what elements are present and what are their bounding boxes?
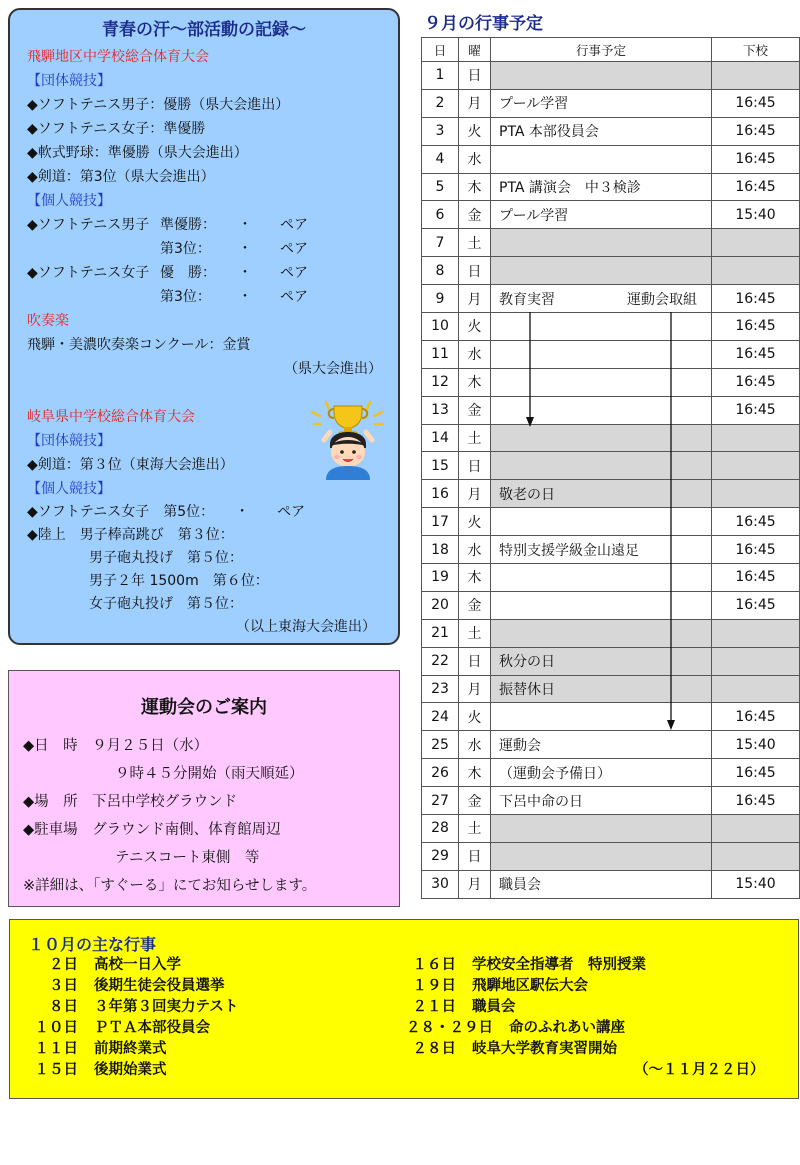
october-event	[28, 977, 225, 995]
team-heading: 【団体競技】	[27, 433, 111, 449]
table-row	[422, 89, 800, 117]
table-row	[422, 396, 800, 424]
cell-event	[491, 62, 712, 90]
cell-day: 10	[422, 313, 459, 341]
record-line: ◆剣道：第3位（県大会進出）	[27, 169, 215, 185]
pair-dot: ・	[238, 217, 252, 233]
cell-event	[491, 229, 712, 257]
event-text: 下呂中命の日	[499, 793, 583, 810]
cell-event	[491, 201, 712, 229]
pair-dot: ・	[238, 265, 252, 281]
cell-weekday: 水	[459, 536, 491, 564]
cell-weekday: 火	[459, 313, 491, 341]
header-day: 日	[422, 38, 459, 62]
october-event	[406, 998, 516, 1016]
sports-parking: ◆駐車場 グラウンド南側、体育館周辺	[23, 822, 281, 838]
cell-dismissal: 15:40	[712, 731, 800, 759]
cell-weekday: 木	[459, 759, 491, 787]
event-text: プール学習	[499, 207, 569, 224]
cell-dismissal: 16:45	[712, 536, 800, 564]
table-row	[422, 340, 800, 368]
meet-name-gifu: 岐阜県中学校総合体育大会	[27, 409, 195, 425]
table-row	[422, 145, 800, 173]
october-event-date: １０日	[34, 1020, 78, 1036]
record-line: ◆ソフトテニス女子 第5位： ・ ペア	[27, 504, 306, 520]
table-row	[422, 229, 800, 257]
cell-weekday: 金	[459, 787, 491, 815]
cell-dismissal: 16:45	[712, 508, 800, 536]
october-event-name: 職員会	[472, 999, 516, 1015]
cell-event	[491, 452, 712, 480]
pair-dot: ・	[238, 241, 252, 257]
table-row	[422, 591, 800, 619]
sports-day-title: 運動会のご案内	[141, 697, 267, 718]
club-records-title: 青春の汗〜部活動の記録〜	[102, 20, 306, 40]
cell-dismissal	[712, 424, 800, 452]
event-text: 特別支援学級金山遠足	[499, 542, 639, 559]
october-event-date: １６日	[412, 957, 456, 973]
cell-day: 23	[422, 675, 459, 703]
individual-heading: 【個人競技】	[27, 193, 111, 209]
cell-day: 27	[422, 787, 459, 815]
cell-weekday: 木	[459, 173, 491, 201]
club-records-panel	[8, 8, 400, 645]
cell-day: 15	[422, 452, 459, 480]
september-schedule-title: ９月の行事予定	[424, 14, 543, 34]
cell-dismissal: 16:45	[712, 313, 800, 341]
table-row	[422, 508, 800, 536]
cell-day: 20	[422, 591, 459, 619]
cell-day: 3	[422, 117, 459, 145]
cell-weekday: 火	[459, 117, 491, 145]
cell-weekday: 土	[459, 815, 491, 843]
pair-label: ペア	[280, 217, 308, 233]
cell-dismissal: 16:45	[712, 368, 800, 396]
cell-dismissal	[712, 452, 800, 480]
cell-weekday: 木	[459, 368, 491, 396]
table-row	[422, 675, 800, 703]
record-rank: 第3位：	[160, 289, 211, 305]
table-row	[422, 731, 800, 759]
october-events-title: １０月の主な行事	[28, 935, 157, 954]
record-rank: 第3位：	[160, 241, 211, 257]
brass-heading: 吹奏楽	[27, 313, 69, 329]
october-event-date: ２８・２９日	[406, 1020, 493, 1036]
record-line: ◆剣道：第３位（東海大会進出）	[27, 457, 234, 473]
sports-note: ※詳細は、「すぐーる」にてお知らせします。	[23, 878, 317, 894]
cell-dismissal: 16:45	[712, 145, 800, 173]
october-event-date: ２１日	[412, 999, 456, 1015]
cell-dismissal: 15:40	[712, 201, 800, 229]
cell-weekday: 月	[459, 675, 491, 703]
individual-heading: 【個人競技】	[27, 481, 111, 497]
cell-weekday: 日	[459, 452, 491, 480]
october-event-name: 命のふれあい講座	[509, 1020, 625, 1036]
cell-event	[491, 368, 712, 396]
cell-weekday: 日	[459, 842, 491, 870]
cell-weekday: 日	[459, 62, 491, 90]
cell-dismissal	[712, 842, 800, 870]
cell-day: 9	[422, 285, 459, 313]
october-event	[406, 1040, 617, 1058]
cell-event	[491, 759, 712, 787]
sports-date: ◆日 時 ９月２５日（水）	[23, 738, 209, 754]
cell-event	[491, 842, 712, 870]
cell-event	[491, 591, 712, 619]
cell-day: 18	[422, 536, 459, 564]
cell-weekday: 月	[459, 285, 491, 313]
october-event-date: ２日	[49, 957, 78, 973]
table-row	[422, 842, 800, 870]
october-event-date: １９日	[412, 978, 456, 994]
record-line: 男子砲丸投げ 第５位：	[89, 550, 243, 566]
cell-day: 8	[422, 257, 459, 285]
record-line: ◆ソフトテニス男子：優勝（県大会進出）	[27, 97, 290, 113]
cell-weekday: 金	[459, 396, 491, 424]
october-event	[406, 977, 588, 995]
table-row	[422, 62, 800, 90]
october-event-date: ２８日	[412, 1041, 456, 1057]
table-row	[422, 173, 800, 201]
event-text: 振替休日	[499, 682, 555, 699]
cell-dismissal	[712, 229, 800, 257]
table-row	[422, 313, 800, 341]
cell-weekday: 火	[459, 508, 491, 536]
cell-event	[491, 424, 712, 452]
brass-result-note: （県大会進出）	[284, 361, 382, 377]
record-rank: 優 勝：	[160, 265, 216, 281]
cell-weekday: 月	[459, 480, 491, 508]
october-event-date: ８日	[49, 999, 78, 1015]
cell-day: 30	[422, 870, 459, 898]
cell-event	[491, 564, 712, 592]
table-header-row	[422, 38, 800, 62]
record-line: ◆陸上 男子棒高跳び 第３位：	[27, 527, 234, 543]
october-event	[28, 1019, 210, 1037]
cell-event	[491, 117, 712, 145]
record-rank: 準優勝：	[160, 217, 216, 233]
cell-dismissal: 16:45	[712, 340, 800, 368]
cell-dismissal: 16:45	[712, 117, 800, 145]
october-event	[28, 956, 181, 974]
october-event-name: 学校安全指導者 特別授業	[472, 957, 646, 973]
october-event	[28, 1061, 167, 1079]
cell-day: 25	[422, 731, 459, 759]
cell-weekday: 日	[459, 647, 491, 675]
october-event-date: ３日	[49, 978, 78, 994]
october-event-date: １５日	[34, 1062, 78, 1078]
cell-event	[491, 396, 712, 424]
cell-event	[491, 173, 712, 201]
cell-weekday: 金	[459, 201, 491, 229]
table-row	[422, 257, 800, 285]
team-heading: 【団体競技】	[27, 73, 111, 89]
sports-day-panel	[8, 670, 400, 907]
cell-event	[491, 870, 712, 898]
cell-event	[491, 536, 712, 564]
cell-day: 11	[422, 340, 459, 368]
october-event-name: ＰＴＡ本部役員会	[94, 1020, 210, 1036]
october-event-note: （〜１１月２２日）	[634, 1062, 765, 1078]
meet-name-hida: 飛騨地区中学校総合体育大会	[27, 49, 209, 65]
cell-day: 17	[422, 508, 459, 536]
event-text: PTA 講演会 中３検診	[499, 180, 641, 196]
cell-dismissal	[712, 257, 800, 285]
cell-dismissal	[712, 815, 800, 843]
october-event	[28, 998, 238, 1016]
october-event-date: １１日	[34, 1041, 78, 1057]
cell-day: 16	[422, 480, 459, 508]
cell-dismissal	[712, 480, 800, 508]
october-event	[28, 1040, 167, 1058]
october-event	[406, 1019, 625, 1037]
october-event-name: 飛騨地区駅伝大会	[472, 978, 588, 994]
cell-event	[491, 731, 712, 759]
cell-event	[491, 480, 712, 508]
cell-day: 2	[422, 89, 459, 117]
event-text: PTA 本部役員会	[499, 124, 599, 141]
cell-dismissal	[712, 62, 800, 90]
header-dismissal: 下校	[712, 38, 800, 62]
record-line-note: （以上東海大会進出）	[236, 619, 376, 635]
october-event	[406, 956, 646, 974]
record-line: 男子２年 1500m 第６位：	[89, 573, 269, 589]
header-weekday: 曜	[459, 38, 491, 62]
table-row	[422, 787, 800, 815]
cell-dismissal: 15:40	[712, 870, 800, 898]
cell-day: 6	[422, 201, 459, 229]
cell-event	[491, 815, 712, 843]
cell-dismissal	[712, 647, 800, 675]
event-text-secondary: 運動会取組	[627, 291, 697, 308]
table-row	[422, 117, 800, 145]
cell-weekday: 火	[459, 703, 491, 731]
trophy-illustration	[306, 400, 390, 480]
table-row	[422, 815, 800, 843]
event-text: 運動会	[499, 737, 541, 754]
cell-event	[491, 787, 712, 815]
table-row	[422, 619, 800, 647]
cell-day: 22	[422, 647, 459, 675]
cell-weekday: 金	[459, 591, 491, 619]
cell-event	[491, 145, 712, 173]
record-event: ◆ソフトテニス男子	[27, 217, 150, 233]
cell-day: 1	[422, 62, 459, 90]
september-schedule-table	[421, 37, 800, 899]
cell-dismissal: 16:45	[712, 89, 800, 117]
cell-day: 5	[422, 173, 459, 201]
table-row	[422, 703, 800, 731]
october-event-name: ３年第３回実力テスト	[94, 999, 239, 1015]
cell-dismissal: 16:45	[712, 564, 800, 592]
table-row	[422, 480, 800, 508]
event-text: 職員会	[499, 877, 541, 894]
pair-label: ペア	[280, 289, 308, 305]
table-row	[422, 424, 800, 452]
table-row	[422, 201, 800, 229]
cell-dismissal: 16:45	[712, 759, 800, 787]
cell-weekday: 木	[459, 564, 491, 592]
cell-weekday: 土	[459, 619, 491, 647]
cell-dismissal: 16:45	[712, 591, 800, 619]
event-text: 教育実習	[499, 291, 555, 308]
october-events-panel	[9, 919, 799, 1099]
cell-event	[491, 257, 712, 285]
table-row	[422, 564, 800, 592]
table-row	[422, 452, 800, 480]
cell-weekday: 土	[459, 424, 491, 452]
cell-event	[491, 340, 712, 368]
pair-label: ペア	[280, 241, 308, 257]
pair-dot: ・	[238, 289, 252, 305]
event-text: （運動会予備日）	[499, 765, 611, 782]
table-row	[422, 647, 800, 675]
event-text: 敬老の日	[499, 486, 555, 503]
cell-dismissal: 16:45	[712, 787, 800, 815]
record-event: ◆ソフトテニス女子	[27, 265, 150, 281]
cell-day: 7	[422, 229, 459, 257]
cell-weekday: 土	[459, 229, 491, 257]
sports-time: ９時４５分開始（雨天順延）	[115, 766, 304, 782]
table-row	[422, 870, 800, 898]
cell-event	[491, 508, 712, 536]
sports-parking-extra: テニスコート東側 等	[115, 850, 260, 866]
cell-weekday: 月	[459, 89, 491, 117]
table-row	[422, 285, 800, 313]
cell-dismissal	[712, 675, 800, 703]
cell-day: 13	[422, 396, 459, 424]
october-event-name: 岐阜大学教育実習開始	[472, 1041, 617, 1057]
cell-event	[491, 619, 712, 647]
cell-day: 26	[422, 759, 459, 787]
table-row	[422, 368, 800, 396]
header-event: 行事予定	[491, 38, 712, 62]
cell-day: 24	[422, 703, 459, 731]
record-line: 女子砲丸投げ 第５位：	[89, 596, 243, 612]
cell-event	[491, 647, 712, 675]
cell-day: 29	[422, 842, 459, 870]
cell-event	[491, 285, 712, 313]
october-event-name: 後期生徒会役員選挙	[94, 978, 225, 994]
record-line: ◆ソフトテニス女子：準優勝	[27, 121, 206, 137]
cell-day: 21	[422, 619, 459, 647]
cell-day: 19	[422, 564, 459, 592]
event-text: プール学習	[499, 96, 569, 113]
table-row	[422, 536, 800, 564]
brass-result: 飛騨・美濃吹奏楽コンクール：金賞	[27, 337, 251, 353]
cell-event	[491, 89, 712, 117]
cell-day: 14	[422, 424, 459, 452]
cell-event	[491, 675, 712, 703]
record-line: ◆軟式野球：準優勝（県大会進出）	[27, 145, 248, 161]
cell-day: 12	[422, 368, 459, 396]
cell-event	[491, 703, 712, 731]
cell-weekday: 水	[459, 145, 491, 173]
table-row	[422, 759, 800, 787]
cell-dismissal: 16:45	[712, 396, 800, 424]
cell-weekday: 月	[459, 870, 491, 898]
cell-day: 28	[422, 815, 459, 843]
pair-label: ペア	[280, 265, 308, 281]
cell-weekday: 日	[459, 257, 491, 285]
cell-dismissal: 16:45	[712, 703, 800, 731]
october-event-name: 後期始業式	[94, 1062, 167, 1078]
event-text: 秋分の日	[499, 654, 555, 671]
cell-weekday: 水	[459, 340, 491, 368]
october-event-name: 前期終業式	[94, 1041, 167, 1057]
cell-dismissal: 16:45	[712, 285, 800, 313]
cell-event	[491, 313, 712, 341]
sports-place: ◆場 所 下呂中学校グラウンド	[23, 794, 238, 810]
cell-dismissal: 16:45	[712, 173, 800, 201]
cell-day: 4	[422, 145, 459, 173]
october-event-name: 高校一日入学	[94, 957, 181, 973]
cell-weekday: 水	[459, 731, 491, 759]
cell-dismissal	[712, 619, 800, 647]
